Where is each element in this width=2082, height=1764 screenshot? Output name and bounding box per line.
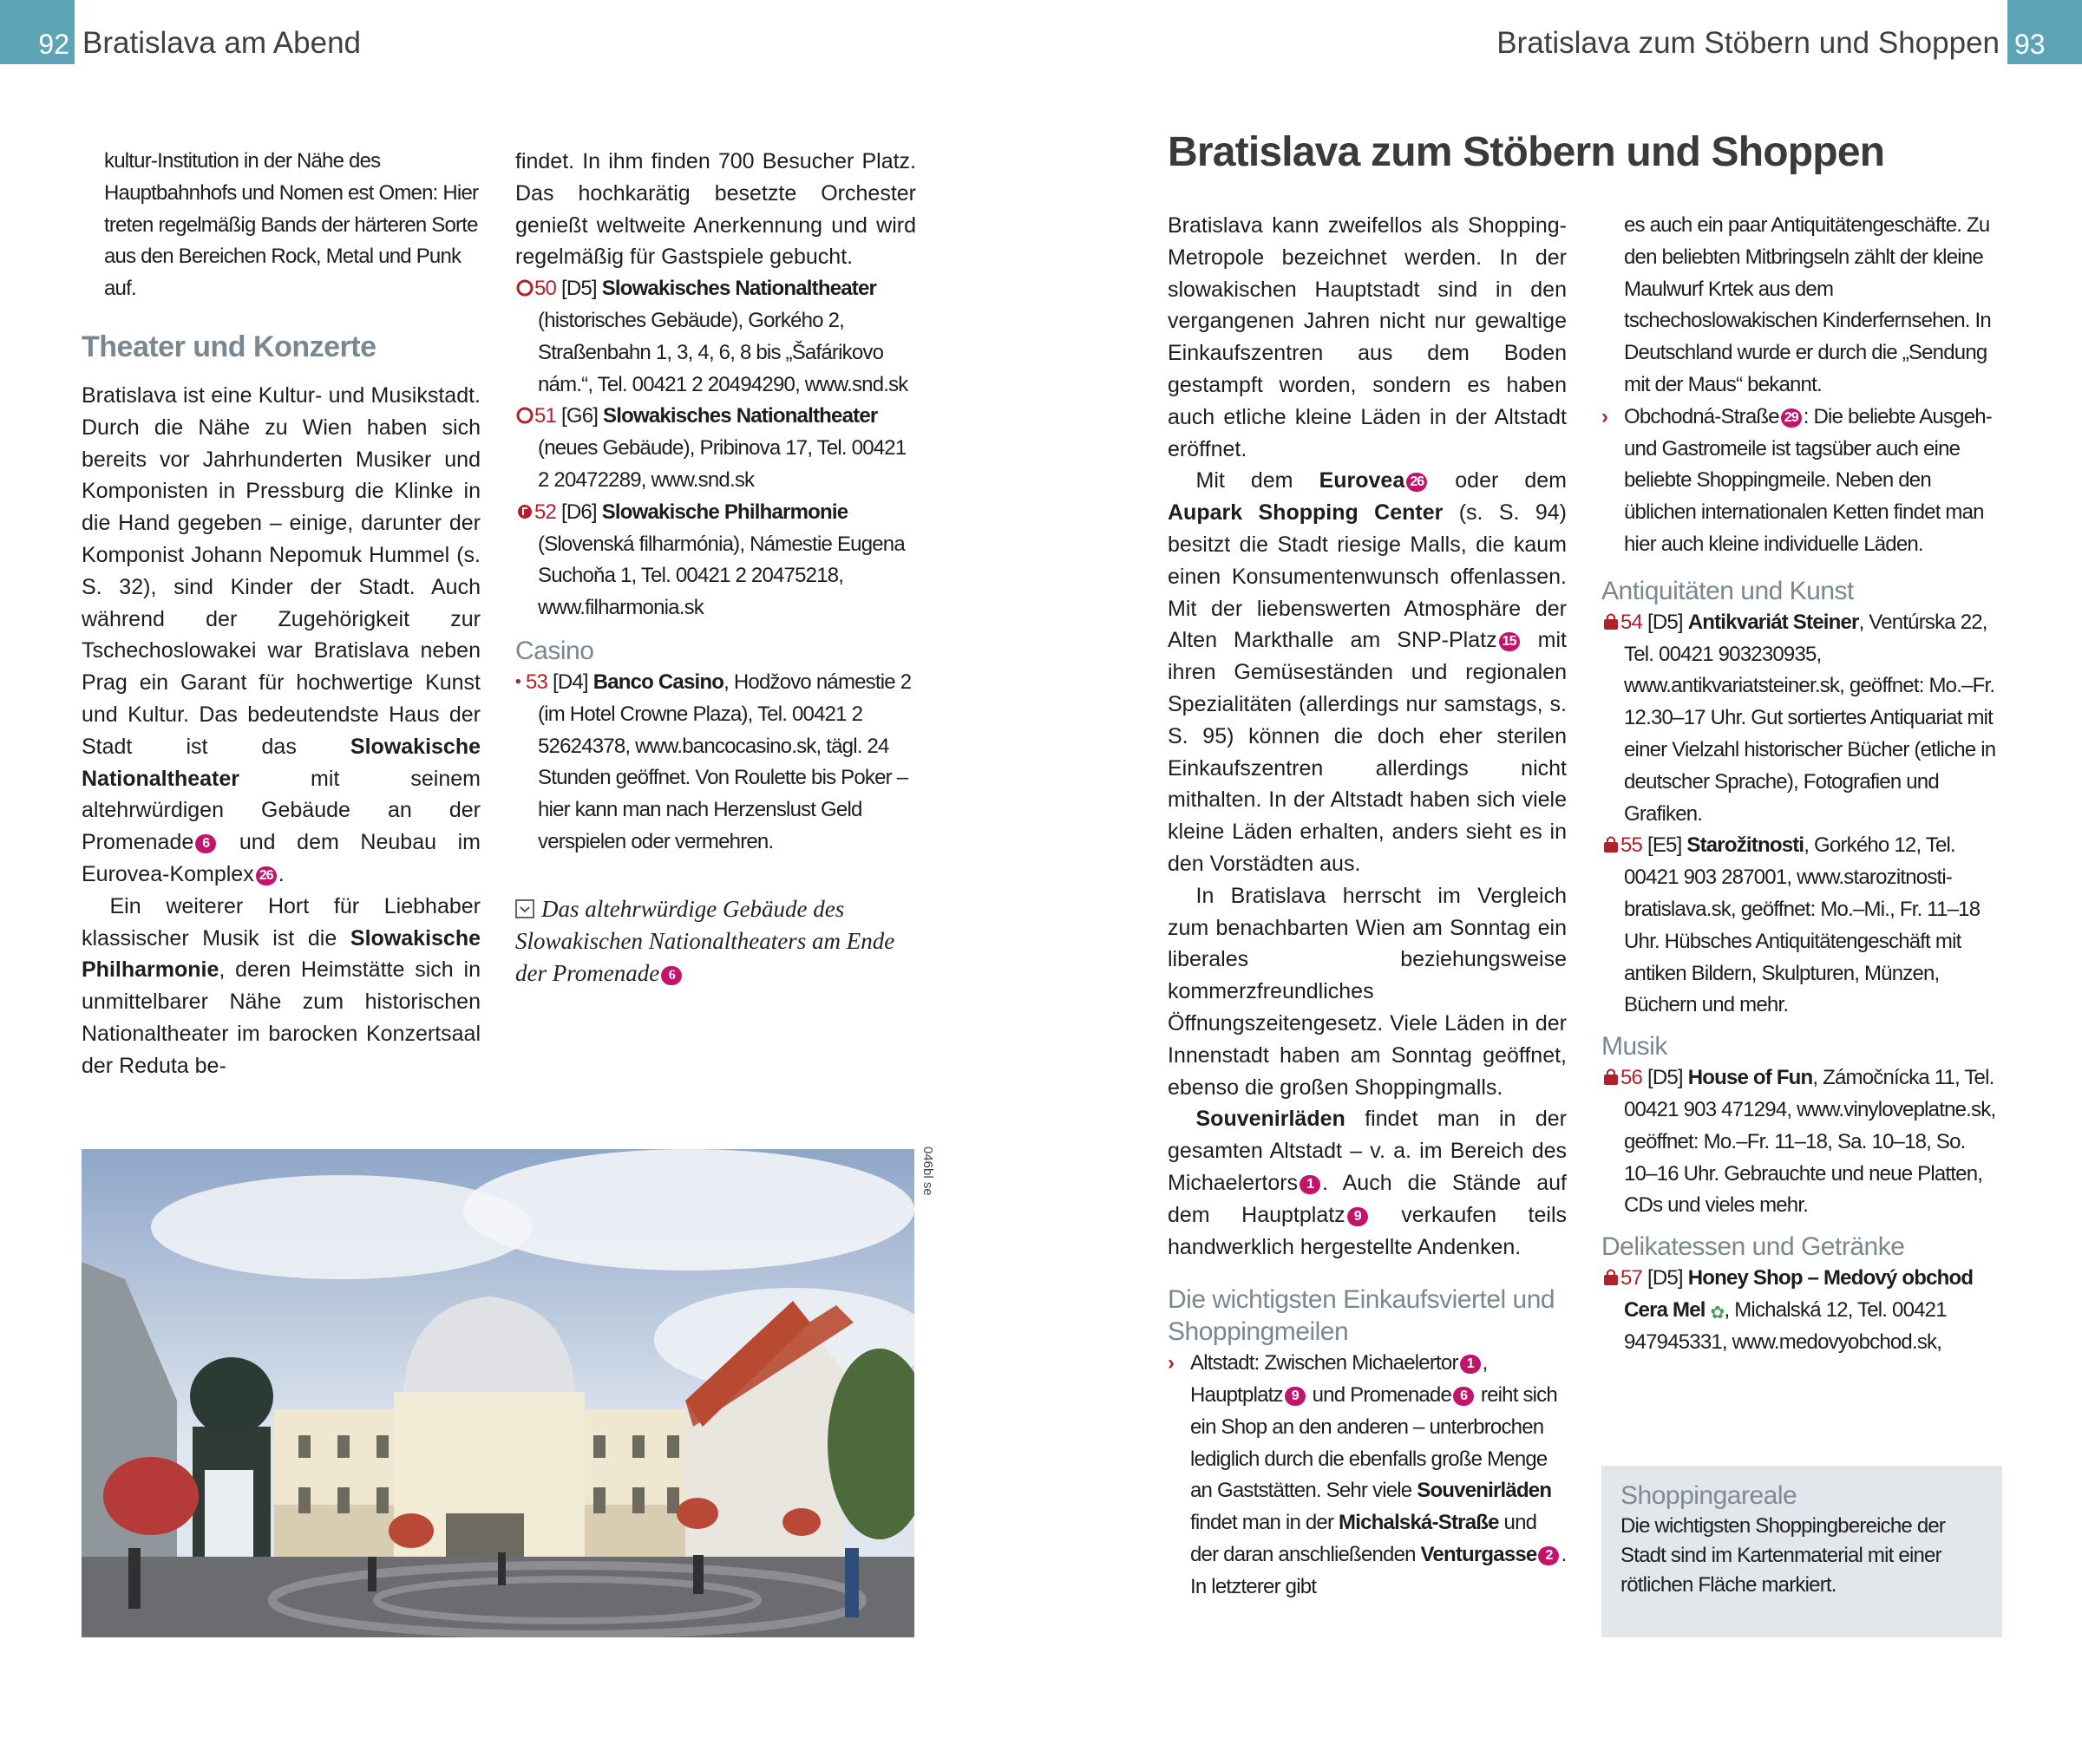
eco-leaf-icon: ✿ <box>1710 1303 1725 1323</box>
left-column-1 <box>82 146 481 1082</box>
casino-list <box>515 667 916 859</box>
map-badge[interactable]: 9 <box>1347 1207 1368 1226</box>
page-title: Bratislava zum Stöbern und Shoppen <box>1168 129 1885 175</box>
infobox-paragraph: Die wichtigsten Shoppingbereiche der Stadt sind im Kartenmaterial mit einer rötlichen Fläche markiert. <box>1620 1514 1946 1597</box>
section-heading-casino: Casino <box>515 636 594 665</box>
venue-entry-50: 50 [D5] Slowakisches Nationaltheater (historisches Gebäude), Gorkého 2, Straßenbahn 1, 3, 4, 6, 8 bis „Šafárikovo nám.“, Tel. 00421 2 20494290, www.snd.sk <box>515 273 916 401</box>
venue-list <box>515 273 916 624</box>
shopping-paragraph-4: Souvenirläden findet man in der gesamten Altstadt – v. a. im Bereich des Michaelertors 1 . Auch die Stände auf dem Hauptplatz 9 verkaufen teils handwerklich hergestellte Andenken. <box>1168 1107 1567 1259</box>
intro-paragraph: kultur-Institution in der Nähe des Hauptbahnhofs und Nomen est Omen: Hier treten regelmäßig Bands der härteren Sorte aus den Bereichen Rock, Metal und Punk auf. <box>104 149 479 301</box>
venue-entry-52: 52 [D6] Slowakische Philharmonie (Slovenská filharmónia), Námestie Eugena Suchoňa 1, Tel. 00421 2 20475218, www.filharmonia.sk <box>515 497 916 624</box>
section-heading-music: Musik <box>1601 1032 1667 1062</box>
theater-body <box>82 380 481 1082</box>
map-badge[interactable]: 29 <box>1781 408 1802 428</box>
map-badge[interactable]: 2 <box>1538 1546 1559 1565</box>
map-badge[interactable]: 26 <box>1406 473 1427 492</box>
subheading-districts: Die wichtigsten Einkaufsviertel und Shoppingmeilen <box>1168 1285 1555 1347</box>
venue-entry-53: 53 [D4] Banco Casino, Hodžovo námestie 2 (im Hotel Crowne Plaza), Tel. 00421 2 52624378, www.bancocasino.sk, tägl. 24 Stunden geöffnet. Von Roulette bis Poker – hier kann man nach Herzenslust Geld verspielen oder vermehren. <box>515 667 916 859</box>
continuation-paragraph: findet. In ihm finden 700 Besucher Platz. Das hochkarätig besetzte Orchester genießt weltweite Anerkennung und wird regelmäßig für Gastspiele gebucht. <box>515 149 916 270</box>
section-heading-delicatessen: Delikatessen und Getränke <box>1601 1232 1905 1262</box>
infobox-shoppingareale <box>1601 1466 2002 1637</box>
district-item-altstadt: › Altstadt: Zwischen Michaelertor 1 , Hauptplatz 9 und Promenade 6 reiht sich ein Shop an den anderen – unterbrochen lediglich durch die ebenfalls große Menge an Gaststätten. Sehr viele Souvenirläden findet man in der Michalská-Straße und der daran anschließenden Venturgasse 2 . In letzterer gibt <box>1168 1348 1567 1603</box>
shopping-paragraph-2: Mit dem Eurovea 26 oder dem Aupark Shopping Center (s. S. 94) besitzt die Stadt riesige Malls, die kaum einen Konsumentenwunsch offenlassen. Mit der liebenswerten Atmosphäre der Alten Markthalle am SNP-Platz 15 mit ihren Gemüseständen und regionalen Spezialitäten (allerdings nur samstags, s. S. 95) können die doch eher sterilen Einkaufszentren allerdings nicht mithalten. In der Altstadt haben sich viele kleine Läden erhalten, anders sieht es in den Vorstädten aus. <box>1168 468 1567 876</box>
photo-credit: 046bl se <box>920 1147 935 1196</box>
music-list <box>1601 1062 2002 1222</box>
infobox-heading: Shoppingareale <box>1620 1481 1797 1510</box>
photo-pointer-icon <box>515 899 534 918</box>
photo-caption: Das altehrwürdige Gebäude des Slowakischen Nationaltheaters am Ende der Promenade 6 <box>515 895 895 986</box>
dot-icon <box>515 671 526 690</box>
shop-entry-55: 55 [E5] Starožitnosti, Gorkého 12, Tel. 00421 903 287001, www.starozitnosti-bratislava.sk, geöffnet: Mo.–Mi., Fr. 11–18 Uhr. Hübsches Antiquitätengeschäft mit antiken Bildern, Skulpturen, Münzen, Büchern und mehr. <box>1601 830 2002 1022</box>
theater-paragraph-2: Ein weiterer Hort für Liebhaber klassischer Musik ist die Slowakische Philharmonie, deren Heimstätte sich in unmittelbarer Nähe zum historischen Nationaltheater im barocken Konzertsaal der Reduta be- <box>82 893 481 1078</box>
running-head-left: Bratislava am Abend <box>82 26 362 60</box>
right-column-2 <box>1601 210 2002 1359</box>
running-head-right: Bratislava zum Stöbern und Shoppen <box>1496 26 2000 60</box>
chevron-right-icon: › <box>1601 404 1608 428</box>
shop-entry-54: 54 [D5] Antikvariát Steiner, Ventúrska 22, Tel. 00421 903230935, www.antikvariatsteiner.sk, geöffnet: Mo.–Fr. 12.30–17 Uhr. Gut sortiertes Antiquariat mit einer Vielzahl historischer Bücher (etliche in deutscher Sprache), Fotografien und Grafiken. <box>1601 607 2002 831</box>
left-column-2 <box>515 146 916 990</box>
delicatessen-list <box>1601 1263 2002 1358</box>
shopping-body <box>1168 210 1567 1263</box>
right-column-1 <box>1168 210 1567 1604</box>
theater-mask-icon <box>515 278 534 297</box>
map-badge[interactable]: 1 <box>1300 1175 1320 1194</box>
shopping-bag-icon <box>1601 1267 1620 1286</box>
shopping-bag-icon <box>1601 1067 1620 1086</box>
districts-list <box>1168 1348 1567 1603</box>
shopping-paragraph-1: Bratislava kann zweifellos als Shopping-Metropole bezeichnet werden. In der slowakischen Hauptstadt sind in den vergangenen Jahren nicht nur gewaltige Einkaufszentren aus dem Boden gestampft worden, sondern es haben auch etliche kleine Läden in der Altstadt eröffnet. <box>1168 213 1567 461</box>
right-col2-list <box>1601 210 2002 561</box>
map-badge[interactable]: 6 <box>195 834 216 853</box>
infobox-text <box>1620 1512 1983 1600</box>
venue-entry-51: 51 [G6] Slowakisches Nationaltheater (neues Gebäude), Pribinova 17, Tel. 00421 2 20472289, www.snd.sk <box>515 401 916 496</box>
shop-entry-56: 56 [D5] House of Fun, Zámočnícka 11, Tel. 00421 903 471294, www.vinyloveplatne.sk, geöffnet: Mo.–Fr. 11–18, Sa. 10–18, So. 10–16 Uhr. Gebrauchte und neue Platten, CDs und vieles mehr. <box>1601 1062 2002 1222</box>
map-badge[interactable]: 1 <box>1460 1355 1481 1374</box>
section-heading-antiques: Antiquitäten und Kunst <box>1601 576 1854 605</box>
district-item-obchodna: › Obchodná-Straße 29 : Die beliebte Ausgeh- und Gastromeile ist tagsüber auch eine beliebte Shoppingmeile. Neben den üblichen internationalen Ketten findet man hier auch kleine individuelle Läden. <box>1601 402 2002 561</box>
shopping-bag-icon <box>1601 834 1620 853</box>
chevron-right-icon: › <box>1168 1351 1175 1375</box>
map-badge[interactable]: 9 <box>1285 1387 1306 1406</box>
map-badge[interactable]: 6 <box>1453 1387 1474 1406</box>
page-number-right: 93 <box>2007 0 2082 64</box>
shopping-bag-icon <box>1601 611 1620 630</box>
shopping-paragraph-3: In Bratislava herrscht im Vergleich zum benachbarten Wien am Sonntag ein liberales beziehungsweise kommerzfreundliches Öffnungszeitengesetz. Viele Läden in der Innenstadt haben am Sonntag geöffnet, ebenso die großen Shoppingmalls. <box>1168 883 1567 1100</box>
map-badge[interactable]: 15 <box>1499 632 1520 651</box>
map-badge[interactable]: 6 <box>661 966 682 985</box>
continuation-krtek: es auch ein paar Antiquitätengeschäfte. Zu den beliebten Mitbringseln zählt der kleine Maulwurf Krtek aus dem tschechoslowakischen Kinderfernsehen. In Deutschland wurde er durch die „Sendung mit der Maus“ bekannt. <box>1624 213 1991 396</box>
antiques-list <box>1601 607 2002 1022</box>
music-note-icon <box>515 501 534 520</box>
section-heading-theater: Theater und Konzerte <box>82 330 376 363</box>
theater-mask-icon <box>515 405 534 424</box>
national-theater-illustration <box>82 1149 914 1637</box>
map-badge[interactable]: 26 <box>256 866 277 885</box>
continuation-text <box>515 146 916 273</box>
shop-entry-57: 57 [D5] Honey Shop – Medový obchod Cera Mel ✿, Michalská 12, Tel. 00421 947945331, www.medovyobchod.sk, <box>1601 1263 2002 1358</box>
theater-paragraph-1: Bratislava ist eine Kultur- und Musikstadt. Durch die Nähe zu Wien haben sich bereits vor Jahrhunderten Musiker und Komponisten in Pressburg die Klinke in die Hand gegeben – einige, darunter der Komponist Johann Nepomuk Hummel (s. S. 32), sind Kinder der Stadt. Auch während der Zugehörigkeit zur Tschechoslowakei war Bratislava neben Prag ein Garant für hochwertige Kunst und Kultur. Das bedeutendste Haus der Stadt ist das Slowakische Nationaltheater mit seinem altehrwürdigen Gebäude an der Promenade 6 und dem Neubau im Eurovea-Komplex 26 . <box>82 382 481 886</box>
page-number-left: 92 <box>0 0 75 64</box>
theater-photo <box>82 1149 914 1637</box>
intro-text <box>82 146 481 305</box>
